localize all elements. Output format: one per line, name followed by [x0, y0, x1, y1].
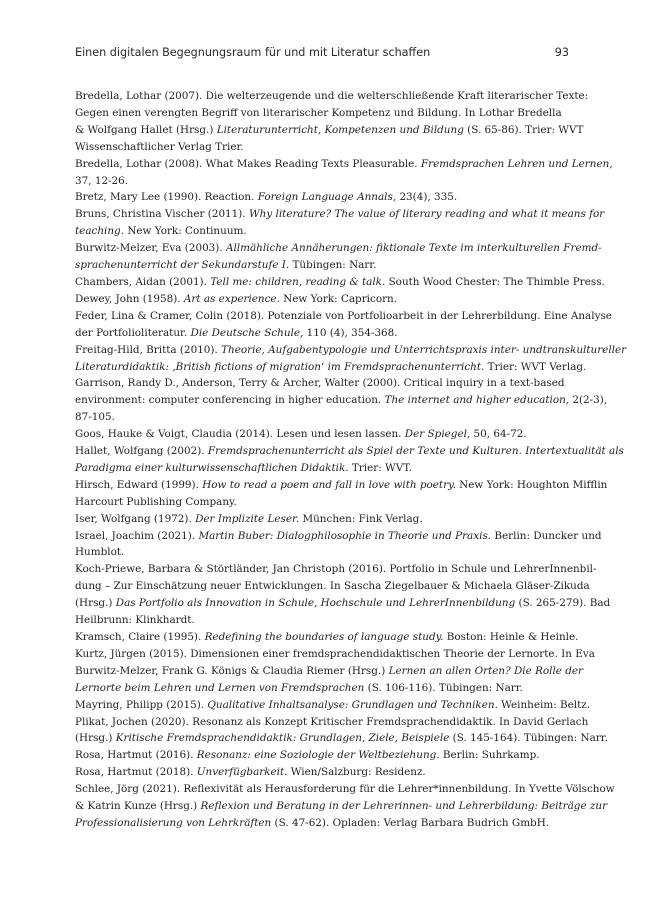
reference-italic-text: Reflexion und Beratung in der Lehrerinnen- und Lehrerbildung: Beiträge zur [200, 800, 608, 813]
page-number: 93 [554, 46, 569, 59]
reference-entry [75, 714, 608, 748]
reference-text: 23(4), 335. [396, 191, 458, 204]
reference-text: Goos, Hauke & Voigt, Claudia (2014). Lesen und lesen lassen. [75, 428, 405, 441]
reference-text: Iser, Wolfgang (1972). [75, 512, 196, 525]
reference-line [75, 764, 569, 781]
reference-entry [75, 443, 624, 477]
running-header [75, 46, 569, 60]
reference-text: Rosa, Hartmut (2018). [75, 766, 197, 779]
reference-line [75, 612, 569, 629]
reference-italic-text: Unverfügbarkeit. [196, 766, 288, 779]
reference-line [75, 223, 569, 240]
reference-text: Tübingen: Narr. [289, 259, 377, 272]
reference-entry [75, 274, 605, 291]
reference-text: Hirsch, Edward (1999). [75, 478, 203, 491]
reference-line [75, 308, 612, 325]
reference-text: Hallet, Wolfgang (2002). [75, 445, 208, 458]
reference-text: (S. 106-116). Tübingen: Narr. [364, 681, 523, 694]
reference-entry [75, 747, 569, 764]
reference-line [75, 730, 608, 747]
reference-line [75, 359, 587, 376]
reference-entry [75, 561, 611, 629]
reference-italic-text: Allmähliche Annäherungen: fiktionale Texte im interkulturellen Fremd- [225, 242, 602, 255]
reference-italic-text: Foreign Language Annals, [257, 191, 397, 204]
reference-text: Garrison, Randy D., Anderson, Terry & Archer, Walter (2000). Critical inquiry in a text-based [75, 377, 565, 390]
reference-text: (Hrsg.) [75, 732, 116, 745]
reference-line [75, 291, 569, 308]
reference-text: Humblot. [75, 546, 125, 559]
reference-text: 87-105. [75, 411, 115, 424]
reference-italic-text: Tell me: children, reading & talk. [210, 275, 386, 288]
reference-text: South Wood Chester: The Thimble Press. [385, 275, 605, 288]
reference-text: Mayring, Philipp (2015). [75, 698, 208, 711]
reference-italic-text: Literaturdidaktik: ‚British fictions of migration‘ im Fremdsprachenunterricht. [75, 360, 485, 373]
reference-italic-text: Die Deutsche Schule, [190, 326, 304, 339]
reference-text: New York: Capricorn. [279, 292, 398, 305]
reference-italic-text: Der Implizite Leser. [195, 512, 300, 525]
reference-text: Trier: WVT. [348, 461, 412, 474]
reference-line [75, 798, 608, 815]
reference-italic-text: Kritische Fremdsprachendidaktik: Grundlagen, Ziele, Beispiele [115, 732, 450, 745]
reference-text: Rosa, Hartmut (2016). [75, 749, 197, 762]
reference-text: Berlin: Suhrkamp. [439, 749, 540, 762]
reference-italic-text: Fremdsprachen Lehren und Lernen, [420, 157, 613, 170]
reference-text: Gegen einen verengten Begriff von literarischer Kompetenz und Bildung. In Lothar Bredella [75, 106, 562, 119]
reference-text: (S. 47-62). Opladen: Verlag Barbara Budrich GmbH. [271, 816, 550, 829]
reference-line [75, 697, 591, 714]
reference-line [75, 240, 602, 257]
reference-text: der Portfolioliteratur. [75, 326, 191, 339]
reference-text: New York: Houghton Mifflin [455, 478, 608, 491]
reference-text: Dewey, John (1958). [75, 292, 184, 305]
reference-text: & Wolfgang Hallet (Hrsg.) [75, 123, 217, 136]
reference-entry [75, 477, 608, 511]
reference-text: Burwitz-Melzer, Frank G. Königs & Claudia Riemer (Hrsg.) [75, 664, 389, 677]
reference-italic-text: Professionalisierung von Lehrkräften [75, 816, 272, 829]
reference-entry [75, 240, 602, 274]
reference-text: Wien/Salzburg: Residenz. [287, 766, 426, 779]
reference-line [75, 747, 569, 764]
reference-line [75, 544, 569, 561]
reference-line [75, 477, 608, 494]
reference-text: Feder, Lina & Cramer, Colin (2018). Potenziale von Portfolioarbeit in der Lehrerbildung. Eine Analyse [75, 309, 612, 322]
reference-italic-text: Resonanz: eine Soziologie der Weltbeziehung. [196, 749, 440, 762]
reference-italic-text: Fremdsprachenunterricht als Spiel der Texte und Kulturen. Intertextualität als [207, 445, 624, 458]
reference-italic-text: The internet and higher education, [384, 394, 570, 407]
reference-text: Kurtz, Jürgen (2015). Dimensionen einer fremdsprachendidaktischen Theorie der Lernorte. In Eva [75, 647, 595, 660]
reference-line [75, 561, 597, 578]
reference-text: dung – Zur Einschätzung neuer Entwicklungen. In Sascha Ziegelbauer & Michaela Gläser-Zikuda [75, 580, 590, 593]
reference-entry [75, 189, 569, 206]
reference-entry [75, 206, 605, 240]
reference-line [75, 815, 569, 832]
reference-text: Trier: WVT Verlag. [484, 360, 587, 373]
reference-line [75, 460, 569, 477]
reference-text: Schlee, Jörg (2021). Reflexivität als Herausforderung für die Lehrer*innenbildung. In Yvette Völschow [75, 783, 615, 796]
reference-italic-text: sprachenunterricht der Sekundarstufe I. [75, 259, 290, 272]
reference-text: Weinheim: Beltz. [497, 698, 591, 711]
reference-italic-text: Martin Buber: Dialogphilosophie in Theorie und Praxis. [198, 529, 492, 542]
reference-text: & Katrin Kunze (Hrsg.) [75, 800, 201, 813]
reference-text: Berlin: Duncker und [491, 529, 602, 542]
reference-text: Israel, Joachim (2021). [75, 529, 199, 542]
reference-entry [75, 697, 591, 714]
reference-italic-text: Das Portfolio als Innovation in Schule, Hochschule und LehrerInnenbildung [115, 597, 516, 610]
reference-line [75, 342, 627, 359]
running-header-title: Einen digitalen Begegnungsraum für und mit Literatur schaffen [75, 46, 431, 59]
reference-line [75, 139, 569, 156]
reference-italic-text: Paradigma einer kulturwissenschaftlichen Didaktik. [75, 461, 349, 474]
reference-entry [75, 629, 579, 646]
reference-line [75, 375, 569, 392]
reference-text: Harcourt Publishing Company. [75, 495, 237, 508]
reference-text: Bruns, Christina Vischer (2011). [75, 208, 249, 221]
reference-text: Plikat, Jochen (2020). Resonanz als Konzept Kritischer Fremdsprachendidaktik. In David Gerlach [75, 715, 589, 728]
reference-line [75, 156, 613, 173]
reference-text: (S. 65-86). Trier: WVT [463, 123, 584, 136]
reference-line [75, 274, 605, 291]
reference-entry [75, 88, 589, 156]
reference-line [75, 629, 579, 646]
reference-italic-text: Lernorte beim Lehren und Lernen von Fremdsprachen [75, 681, 365, 694]
reference-line [75, 680, 569, 697]
reference-entry [75, 528, 602, 562]
reference-text: Koch-Priewe, Barbara & Störtländer, Jan Christoph (2016). Portfolio in Schule und LehrerInnenbil- [75, 563, 597, 576]
reference-entry [75, 308, 612, 342]
reference-text: Bredella, Lothar (2007). Die welterzeugende und die welterschließende Kraft literarischer Texte: [75, 90, 589, 102]
reference-text: Burwitz-Melzer, Eva (2003). [75, 242, 226, 255]
reference-italic-text: Der Spiegel, [404, 428, 471, 441]
reference-italic-text: Literaturunterricht, Kompetenzen und Bildung [216, 123, 464, 136]
reference-text: Wissenschaftlicher Verlag Trier. [75, 140, 244, 153]
reference-line [75, 88, 589, 105]
reference-text: Chambers, Aidan (2001). [75, 275, 211, 288]
reference-line [75, 511, 569, 528]
reference-text: 110 (4), 354-368. [303, 326, 398, 339]
reference-entry [75, 781, 615, 832]
reference-text: Boston: Heinle & Heinle. [443, 631, 579, 643]
reference-italic-text: teaching. [75, 225, 125, 238]
reference-line [75, 714, 589, 731]
reference-entry [75, 156, 613, 190]
reference-line [75, 663, 584, 680]
reference-entry [75, 764, 569, 781]
reference-text: (Hrsg.) [75, 597, 116, 610]
reference-text: environment: computer conferencing in higher education. [75, 394, 385, 407]
reference-line [75, 189, 569, 206]
reference-line [75, 578, 590, 595]
reference-text: (S. 145-164). Tübingen: Narr. [449, 732, 608, 745]
reference-line [75, 105, 569, 122]
reference-italic-text: Qualitative Inhaltsanalyse: Grundlagen und Techniken. [207, 698, 498, 711]
reference-text: Bredella, Lothar (2008). What Makes Reading Texts Pleasurable. [75, 157, 421, 170]
reference-line [75, 595, 611, 612]
reference-line [75, 443, 624, 460]
reference-text: New York: Continuum. [124, 225, 247, 238]
reference-line [75, 173, 569, 190]
reference-italic-text: How to read a poem and fall in love with poetry. [202, 478, 456, 491]
reference-list [75, 88, 627, 832]
reference-text: 50, 64-72. [470, 428, 527, 441]
reference-text: (S. 265-279). Bad [515, 597, 611, 610]
reference-text: Bretz, Mary Lee (1990). Reaction. [75, 191, 258, 204]
reference-entry [75, 511, 569, 528]
reference-line [75, 781, 615, 798]
reference-italic-text: Art as experience. [183, 292, 280, 305]
reference-italic-text: Why literature? The value of literary reading and what it means for [248, 208, 605, 221]
reference-italic-text: Lernen an allen Orten? Die Rolle der [388, 664, 584, 677]
reference-line [75, 426, 569, 443]
reference-line [75, 409, 569, 426]
reference-entry [75, 375, 608, 426]
reference-line [75, 646, 595, 663]
reference-line [75, 494, 569, 511]
reference-line [75, 257, 569, 274]
reference-italic-text: Theorie, Aufgabentypologie und Unterrichtspraxis inter- undtranskultureller [221, 343, 627, 356]
reference-text: 2(2-3), [569, 394, 608, 407]
reference-text: 37, 12-26. [75, 174, 129, 187]
reference-text: Freitag-Hild, Britta (2010). [75, 343, 222, 356]
reference-text: Kramsch, Claire (1995). [75, 631, 205, 643]
reference-line [75, 122, 584, 139]
reference-entry [75, 342, 627, 376]
reference-text: München: Fink Verlag. [299, 512, 423, 525]
reference-text: Heilbrunn: Klinkhardt. [75, 614, 195, 627]
reference-line [75, 206, 605, 223]
reference-entry [75, 646, 595, 697]
reference-entry [75, 291, 569, 308]
reference-line [75, 325, 569, 342]
reference-entry [75, 426, 569, 443]
reference-line [75, 528, 602, 545]
reference-line [75, 392, 608, 409]
reference-italic-text: Redefining the boundaries of language study. [204, 631, 444, 643]
